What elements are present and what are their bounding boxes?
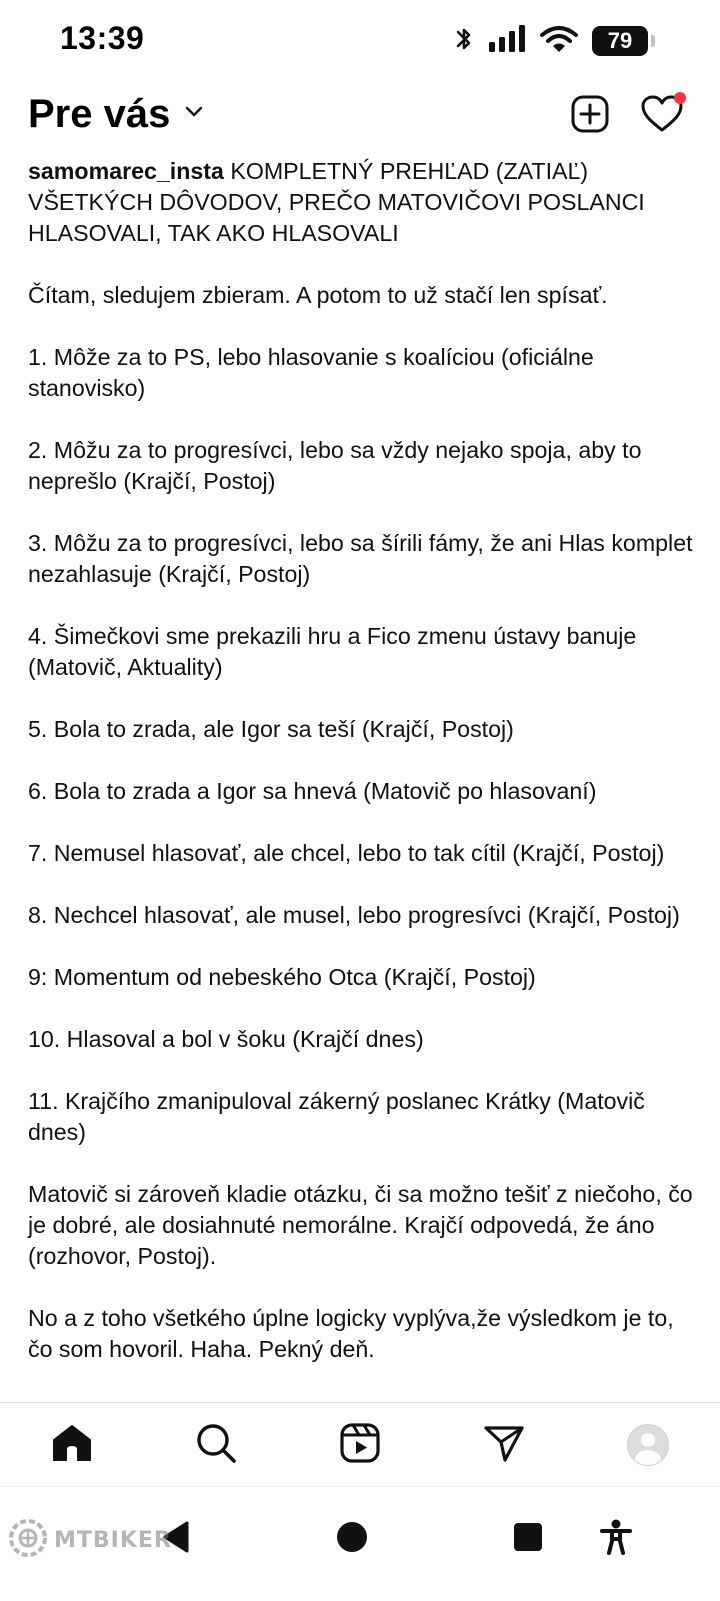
battery-icon [592, 26, 648, 56]
status-time: 13:39 [60, 20, 145, 56]
signal-icon [488, 25, 526, 58]
caption-reason: 11. Krajčího zmanipuloval zákerný poslanec Krátky (Matovič dnes) [28, 1088, 645, 1145]
reels-icon [340, 1423, 380, 1468]
system-home-button[interactable] [322, 1509, 382, 1569]
nav-reels[interactable] [330, 1415, 390, 1475]
new-post-button[interactable] [568, 94, 612, 138]
caption-reason: 7. Nemusel hlasovať, ale chcel, lebo to tak cítil (Krajčí, Postoj) [28, 840, 665, 866]
caption-reason: 8. Nechcel hlasovať, ale musel, lebo progresívci (Krajčí, Postoj) [28, 902, 680, 928]
status-icons [454, 24, 648, 58]
notifications-button[interactable] [640, 94, 684, 138]
bottom-nav [0, 1402, 720, 1487]
bluetooth-icon [454, 24, 474, 59]
search-icon [195, 1422, 237, 1469]
nav-search[interactable] [186, 1415, 246, 1475]
chevron-down-icon [184, 105, 204, 124]
caption-outro: No a z toho všetkého úplne logicky vyplýva,že výsledkom je to, čo som hovoril. Haha. Pekný deň. [28, 1305, 674, 1362]
new-post-icon [570, 94, 610, 139]
header-actions [568, 94, 684, 138]
wifi-icon [540, 25, 578, 58]
caption-reason: 4. Šimečkovi sme prekazili hru a Fico zmenu ústavy banuje (Matovič, Aktuality) [28, 623, 637, 680]
feed-header [0, 80, 720, 152]
caption-headline-text: KOMPLETNÝ PREHĽAD (ZATIAĽ) VŠETKÝCH DÔVODOV, PREČO MATOVIČOVI POSLANCI HLASOVALI, TAK AKO HLASOVALI [28, 158, 645, 246]
post-caption [28, 156, 696, 1396]
caption-reason: 1. Môže za to PS, lebo hlasovanie s koalíciou (oficiálne stanovisko) [28, 344, 594, 401]
caption-intro: Čítam, sledujem zbieram. A potom to už stačí len spísať. [28, 282, 608, 308]
system-accessibility-button[interactable] [586, 1509, 646, 1569]
caption-outro: Matovič si zároveň kladie otázku, či sa možno tešiť z niečoho, čo je dobré, ale dosiahnuté nemorálne. Krajčí odpovedá, že áno (rozhovor, Postoj). [28, 1181, 693, 1269]
accessibility-icon [599, 1519, 633, 1560]
caption-reason: 6. Bola to zrada a Igor sa hnevá (Matovič po hlasovaní) [28, 778, 597, 804]
profile-avatar [627, 1424, 669, 1466]
recents-icon [513, 1522, 543, 1557]
caption-reason: 9: Momentum od nebeského Otca (Krajčí, Postoj) [28, 964, 536, 990]
home-icon [51, 1423, 93, 1468]
nav-direct[interactable] [474, 1415, 534, 1475]
nav-home[interactable] [42, 1415, 102, 1475]
feed-selector[interactable] [28, 92, 204, 137]
notification-dot [674, 92, 686, 104]
system-recents-button[interactable] [498, 1509, 558, 1569]
caption-reason: 2. Môžu za to progresívci, lebo sa vždy nejako spoja, aby to neprešlo (Krajčí, Postoj) [28, 437, 642, 494]
watermark-text: MTBIKER [54, 1528, 172, 1553]
mtbiker-logo-icon [8, 1518, 48, 1563]
caption-reason: 3. Môžu za to progresívci, lebo sa šírili fámy, že ani Hlas komplet nezahlasuje (Krajčí, Postoj) [28, 530, 693, 587]
home-circle-icon [336, 1521, 368, 1558]
caption-reason: 5. Bola to zrada, ale Igor sa teší (Krajčí, Postoj) [28, 716, 514, 742]
post-username[interactable]: samomarec_insta [28, 158, 224, 184]
caption-headline [28, 156, 696, 249]
battery-level: 79 [607, 28, 633, 53]
status-bar [0, 0, 720, 80]
watermark [8, 1518, 172, 1563]
page-title: Pre vás [28, 92, 171, 136]
nav-profile[interactable] [618, 1415, 678, 1475]
direct-icon [483, 1423, 525, 1468]
caption-reason: 10. Hlasoval a bol v šoku (Krajčí dnes) [28, 1026, 424, 1052]
